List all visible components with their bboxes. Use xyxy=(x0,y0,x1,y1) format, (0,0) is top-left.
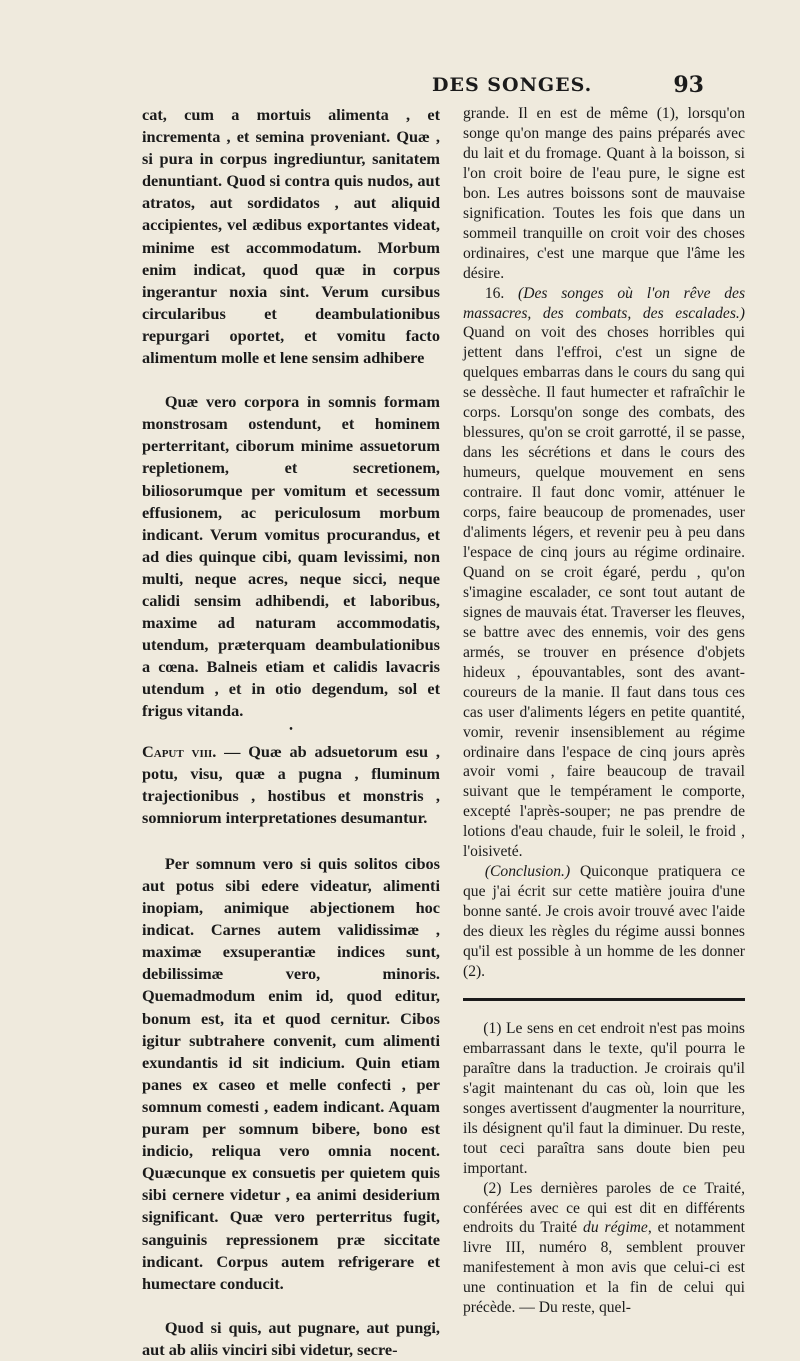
chapter-heading xyxy=(142,741,440,829)
footnote-2 xyxy=(463,1179,745,1319)
latin-paragraph-2: Quæ vero corpora in somnis formam monstrosam ostendunt, et hominem perterritant, ciborum minime assuetorum repletionem, et secretionem, biliosorumque per vomitum et secessum effusionem, ac periculosum morbum indicant. Verum vomitus procurandus, et ad dies quinque cibi, quam levissimi, non multi, neque acres, neque sicci, neque calidi sensim adhibendi, et laboribus, maxime ad naturam accommodatis, utendum, præterquam deambulationibus a cœna. Balneis etiam et calidis lavacris utendum , et in otio degendum, sol et frigus vitanda. xyxy=(142,392,440,721)
latin-paragraph-1: cat, cum a mortuis alimenta , et incrementa , et semina proveniant. Quæ , si pura in corpus ingrediuntur, sanitatem denuntiant. Quod si contra quis nudos, aut atratos, aut sordidatos , aut aliquid accipientes, vel ædibus exportantes videat, minime est accommodatum. Morbum enim indicat, quod quæ in corpus ingerantur noxia sint. Verum cursibus circularibus et deambulationibus repurgari oportet, et vomitu facto alimentum molle et lene sensim adhibere xyxy=(142,105,440,368)
latin-paragraph-4: Quod si quis, aut pugnare, aut pungi, aut ab aliis vinciri sibi videtur, secre- xyxy=(142,1317,440,1359)
footnote-divider xyxy=(463,998,745,1001)
footnote-1: (1) Le sens en cet endroit n'est pas moins embarrassant dans le texte, qu'il pourra le paraître dans la traduction. Je croirais qu'il s'agit maintenant du cas où, loin que les songes avertissent d'augmenter la nourriture, ils désignent qu'il faut la diminuer. Du reste, tout ceci paraîtra sans doute bien peu important. xyxy=(463,1019,745,1177)
latin-column xyxy=(142,104,440,1361)
section-16-number: 16. xyxy=(484,284,519,302)
chapter-title: — Quæ ab adsuetorum esu , potu, visu, quæ a pugna , fluminum trajectionibus , hostibus et monstris , somniorum interpretationes desumantur. xyxy=(142,741,440,827)
footnote-2-part-a: (2) Les dernières paroles de ce Traité, conférées avec ce qui est dit en différents endroits du Traité xyxy=(463,1179,745,1237)
chapter-label: Caput viii. xyxy=(142,741,217,761)
section-16-text: Quand on voit des choses horribles qui jettent dans l'effroi, c'est un signe de quelques embarras dans le cours du sang qui se dessèche. Il faut humecter et rafraîchir le corps. Lorsqu'on songe des combats, des blessures, qu'on se croit garrotté, il se passe, dans les sécrétions et dans le cours des humeurs, quelque mouvement en sens contraire. Il faut donc vomir, atténuer le corps, faire beaucoup de promenades, user d'aliments légers, et revenir peu à peu dans l'espace de cinq jours au régime ordinaire. Quand on se croit égaré, perdu , qu'on s'imagine escalader, ce sont tout autant de signes de mauvais état. Traverser les fleuves, se battre avec des ennemis, voir des gens armés, se trouver en présence d'objets hideux , épouvantables, sont des avant-coureurs de la manie. Il faut dans tous ces cas user d'aliments légers en petite quantité, vomir, revenir insensiblement au régime ordinaire dans l'espace de cinq jours après avoir vomi , faire beaucoup de travail suivant que le tempérament le comporte, excepté l'après-souper; ne pas prendre de lotions d'eau chaude, fuir le soleil, le froid , l'oisiveté. xyxy=(463,324,745,861)
french-paragraph-1: grande. Il en est de même (1), lorsqu'on songe qu'on mange des pains préparés avec du lait et du fromage. Quant à la boisson, si l'on croit boire de l'eau pure, le signe est bon. Les autres boissons sont de mauvaise signification. Toutes les fois que dans un sommeil tranquille on croit voir des choses ordinaires, c'est une marque que l'âme les désire. xyxy=(463,105,745,282)
conclusion-label: (Conclusion.) xyxy=(484,863,571,881)
conclusion-text: Quiconque pratiquera ce que j'ai écrit sur cette matière jouira d'une bonne santé. Je crois avoir trouvé avec l'aide des dieux les règles du régime aussi bonnes qu'il est possible à un homme de les donner (2). xyxy=(463,863,745,980)
page-header xyxy=(0,74,800,104)
conclusion-paragraph xyxy=(463,862,745,982)
footnotes xyxy=(463,1019,745,1318)
footnote-2-emphasis: du régime xyxy=(583,1219,648,1237)
section-16-title: (Des songes où l'on rêve des massacres, des combats, des escalades.) xyxy=(463,284,746,322)
printer-mark: • xyxy=(289,723,293,735)
section-16 xyxy=(463,284,745,863)
latin-paragraph-3: Per somnum vero si quis solitos cibos aut potus sibi edere videatur, alimenti inopiam, animique abjectionem hoc indicat. Carnes autem validissimæ , maximæ exsuperantiæ indices sunt, debilissimæ vero, minoris. Quemadmodum enim id, quod editur, bonum est, ita et quod cernitur. Cibos igitur subtrahere convenit, cum alimenti exundantis id sit indicium. Quin etiam panes ex caseo et melle confecti , per somnum comesti , eadem indicant. Aquam puram per somnum bibere, bono est indicio, reliqua vero omnia nocent. Quæcunque ex consuetis per quietem quis sibi cernere videtur , ea animi desiderium significant. Quæ vero perterritus fugit, sanguinis repressionem præ siccitate indicant. Corpus autem refrigerare et humectare conducit. xyxy=(142,853,440,1293)
running-title: DES SONGES. xyxy=(432,74,593,96)
french-column xyxy=(463,104,745,1318)
footnote-2-part-b: , et notamment livre III, numéro 8, semblent prouver manifestement à mon avis que celui-ci est une continuation et la fin de celui qui précède. — Du reste, quel- xyxy=(463,1219,746,1317)
page-number: 93 xyxy=(673,72,704,98)
